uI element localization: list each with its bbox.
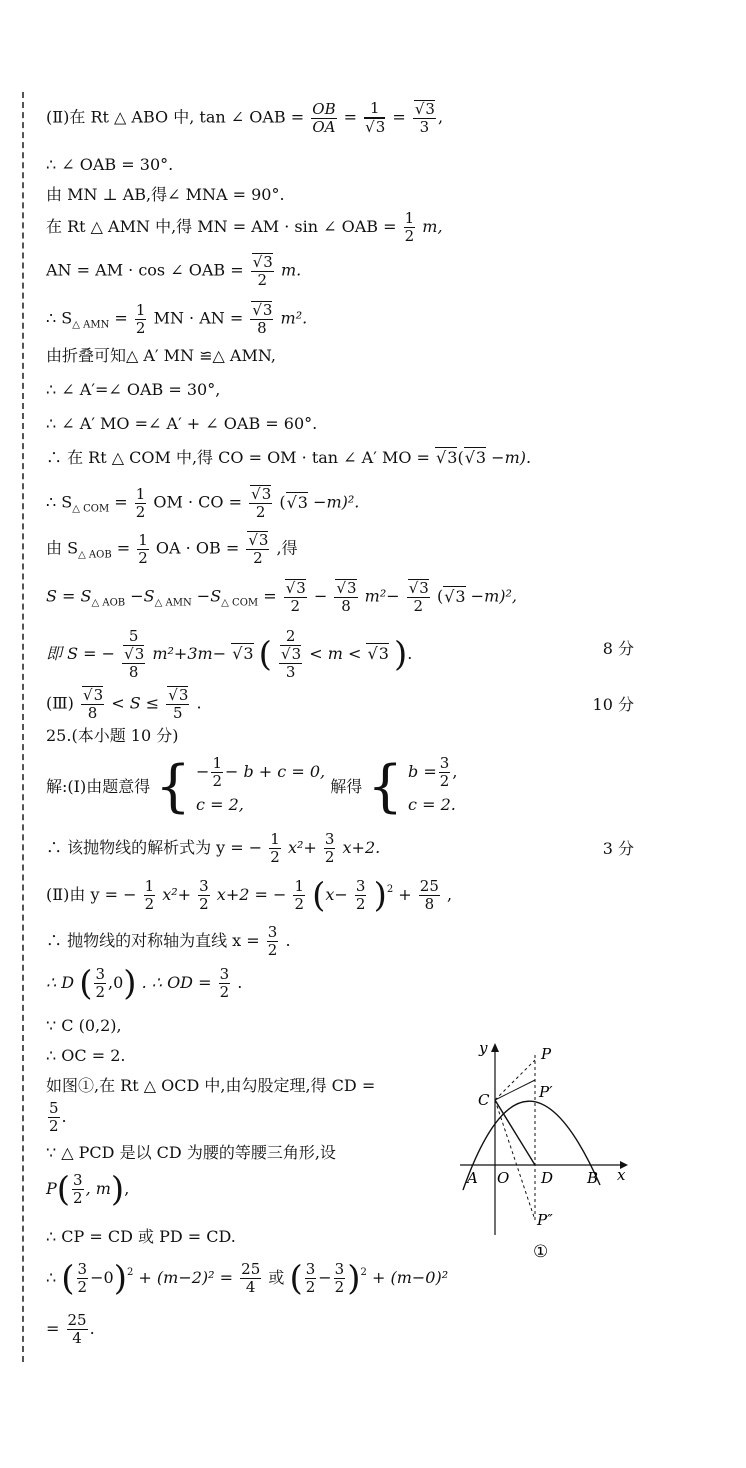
line-system: 解:(Ⅰ)由题意得 { − $\frac{1}{2}$ − b + c = 0, c = 2, 解得 { b = $\frac{3}{2}$ , c = 2.	[46, 754, 458, 820]
fraction-sqrt3-8: √ $\frac{3}{8}$	[334, 579, 357, 615]
line-fold: 由折叠可知△ A′ MN ≌△ AMN,	[46, 346, 276, 365]
binding-margin-line	[22, 92, 24, 1362]
fraction-1-sqrt3: 1 √ 3	[364, 100, 385, 136]
fraction-sqrt3-2: √ $\frac{3}{2}$	[246, 531, 269, 567]
line-axis: ∴ 抛物线的对称轴为直线 x = $\frac{3}{2}$ .	[46, 923, 291, 959]
line-mn-value: 在 Rt △ AMN 中,得 MN = AM · sin ∠ OAB = $\frac{1}{2}$ m,	[46, 209, 443, 245]
fraction-half: $\frac{1}{2}$	[138, 530, 148, 567]
line-cases: ∴ CP = CD 或 PD = CD.	[46, 1227, 236, 1246]
y-axis-arrow	[491, 1043, 499, 1052]
figure-1-parabola	[455, 1035, 635, 1265]
line-partIII: (Ⅲ) √ $\frac{3}{8}$ < S ≤ √ $\frac{3}{5}$ .	[46, 686, 202, 722]
label-o: O	[497, 1169, 510, 1187]
line-parabola: ∴ 该抛物线的解析式为 y = − $\frac{1}{2}$ x²+ $\frac{3}{2}$ x+2.	[46, 830, 381, 866]
label-p-double-prime: P″	[537, 1211, 553, 1229]
line-an-value: AN = AM · cos ∠ OAB = √ $\frac{3}{2}$ m.	[46, 253, 301, 289]
fraction-sqrt3-2: √ $\frac{3}{2}$	[284, 579, 307, 615]
label-p: P	[541, 1045, 552, 1063]
line-equation-b: = $\frac{25}{4}$ .	[46, 1311, 95, 1347]
segment-cp	[495, 1060, 535, 1100]
score-10: 10 分	[592, 695, 634, 714]
label-c: C	[478, 1091, 490, 1109]
line-cd: 如图①,在 Rt △ OCD 中,由勾股定理,得 CD =	[46, 1076, 376, 1095]
label-x: x	[617, 1166, 626, 1184]
segment-cp-prime	[495, 1080, 535, 1100]
line-area-com: ∴ $S_{\triangle COM}$ = $\frac{1}{2}$ OM · CO = √ $\frac{3}{2}$ (√ 3 −m)².	[46, 485, 359, 522]
solution-system: b = $\frac{3}{2}$ , c = 2.	[408, 754, 458, 814]
question-25-title: 25.(本小题 10 分)	[46, 726, 179, 745]
fraction-sqrt3-8: √ $\frac{3}{8}$	[250, 301, 273, 337]
score-3: 3 分	[602, 839, 634, 858]
fraction-sqrt3-2: √ $\frac{3}{2}$	[249, 485, 272, 521]
line-angle-a-prime: ∴ ∠ A′=∠ OAB = 30°,	[46, 380, 221, 399]
line-partII-tan: (Ⅱ)在 Rt △ ABO 中, tan ∠ OAB = $\frac{OB}{OA}$ = 1 √ 3 = √ $\frac{3}{3}$ ,	[46, 100, 443, 136]
fraction-sqrt3-2: √ $\frac{3}{2}$	[251, 253, 274, 289]
fraction-2sqrt3-3: 2 √ 3 3	[279, 628, 302, 681]
line-s-expression: $S = S_{\triangle AOB} -S_{\triangle AMN} -S_{\triangle COM}$ = √ $\frac{3}{2}$ − √ $\frac{3}{8}$ m²− √ $\frac{3}{2}$ (√ 3 −m)²,	[46, 579, 517, 616]
line-angle-amo: ∴ ∠ A′ MO =∠ A′ + ∠ OAB = 60°.	[46, 414, 318, 433]
parabola-curve	[463, 1101, 600, 1190]
fraction-half: $\frac{1}{2}$	[135, 484, 146, 521]
line-vertex-form: (Ⅱ)由 y = − $\frac{1}{2}$ x²+ $\frac{3}{2}$ x+2 = − $\frac{1}{2}$ (x− $\frac{3}{2}$ )$^2$ + $\frac{25}{8}$ ,	[46, 875, 453, 916]
line-area-aob: 由 $S_{\triangle AOB}$ = $\frac{1}{2}$ OA · OB = √ $\frac{3}{2}$ ,得	[46, 531, 298, 568]
line-p-point: P( $\frac{3}{2}$ , m),	[46, 1169, 130, 1210]
text: (Ⅱ)在 Rt △ ABO 中, tan ∠ OAB =	[46, 107, 305, 127]
line-cd-value: $\frac{5}{2}$ .	[49, 1099, 67, 1135]
segment-cd	[495, 1100, 535, 1165]
equation-system: − $\frac{1}{2}$ − b + c = 0, c = 2,	[196, 754, 326, 814]
line-c-point: ∵ C (0,2),	[46, 1016, 122, 1035]
line-equation-a: ∴ ( $\frac{3}{2}$ −0)$^2$ + (m−2)² = $\frac{25}{4}$ 或 ( $\frac{3}{2}$ − $\frac{3}{2}$ )$^2$ + (m−0)²	[46, 1258, 449, 1299]
segment-cp-double-prime	[495, 1100, 535, 1220]
fraction-sqrt3-5: √ $\frac{3}{5}$	[166, 686, 189, 722]
label-b: B	[587, 1169, 599, 1187]
line-oc: ∴ OC = 2.	[46, 1046, 126, 1065]
fraction-half: $\frac{1}{2}$	[404, 209, 415, 245]
fraction-sqrt3-2: √ $\frac{3}{2}$	[407, 579, 430, 615]
fraction-sqrt3-8: √ $\frac{3}{8}$	[81, 686, 104, 722]
line-s-final: 即 S = − 5 √ 3 8 m²+3m− √ 3 ( 2 √ 3 3 < m < √ 3 ).	[46, 628, 412, 681]
line-d-point: ∴ D ( $\frac{3}{2}$ ,0) . ∴ OD = $\frac{3}{2}$ .	[46, 963, 243, 1004]
label-p-prime: P′	[539, 1083, 553, 1101]
fraction-5sqrt3-8: 5 √ 3 8	[122, 628, 145, 681]
score-8: 8 分	[602, 639, 634, 658]
label-a: A	[467, 1169, 478, 1187]
label-d: D	[541, 1169, 554, 1187]
fraction-ob-oa: $\frac{OB}{OA}$	[312, 99, 336, 136]
fraction-half: $\frac{1}{2}$	[135, 300, 146, 337]
line-area-amn: ∴ $S_{\triangle AMN}$ = $\frac{1}{2}$ MN · AN = √ $\frac{3}{8}$ m².	[46, 301, 307, 338]
line-angle-oab: ∴ ∠ OAB = 30°.	[46, 155, 174, 174]
label-y: y	[479, 1039, 488, 1057]
line-pcd: ∵ △ PCD 是以 CD 为腰的等腰三角形,设	[46, 1143, 336, 1162]
fraction-sqrt3-3: √ $\frac{3}{3}$	[413, 100, 436, 136]
line-co-value: ∴ 在 Rt △ COM 中,得 CO = OM · tan ∠ A′ MO = √ 3(√ 3 −m).	[46, 446, 531, 470]
figure-caption: ①	[533, 1242, 549, 1262]
line-mn-perp: 由 MN ⊥ AB,得∠ MNA = 90°.	[46, 185, 285, 204]
